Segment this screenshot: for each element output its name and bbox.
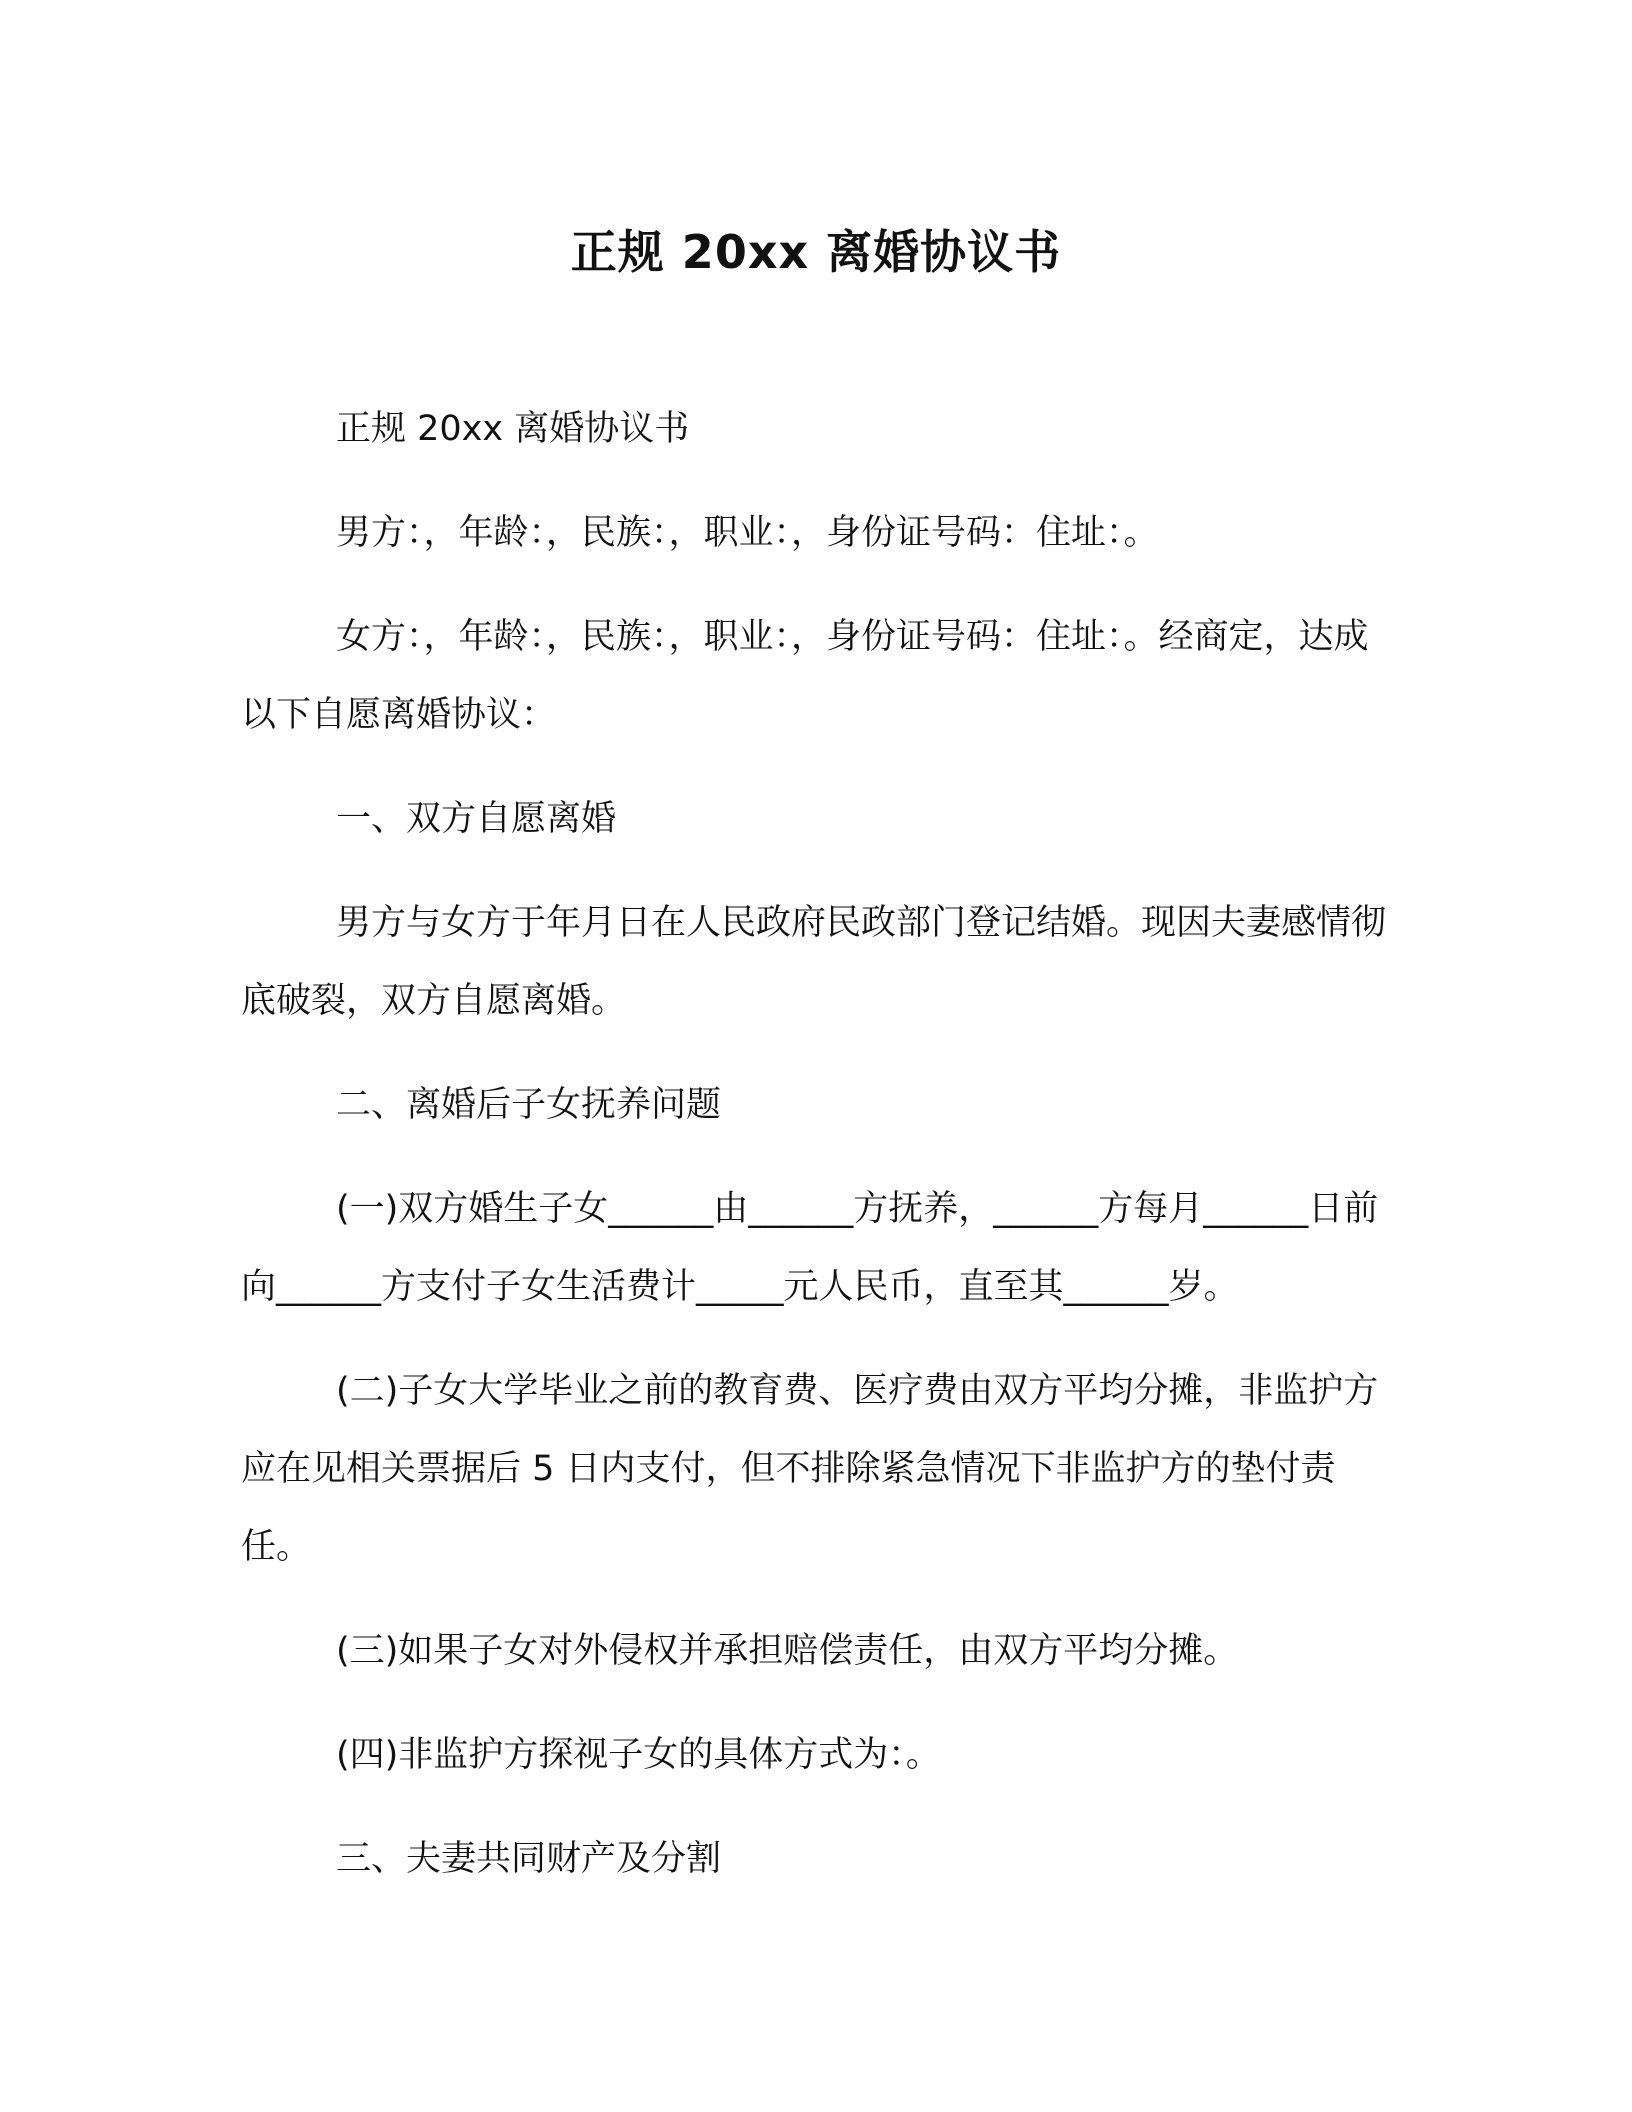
female-party-paragraph: 女方：，年龄：，民族：，职业：，身份证号码：住址：。经商定，达成以下自愿离婚协议： bbox=[241, 617, 1369, 735]
male-party-paragraph: 男方：，年龄：，民族：，职业：，身份证号码：住址：。 bbox=[336, 513, 1159, 553]
subtitle-paragraph: 正规 20xx 离婚协议书 bbox=[336, 409, 690, 449]
document-body bbox=[241, 390, 1391, 1924]
custody-clause-1: (一)双方婚生子女______由______方抚养，______方每月______日前向______方支付子女生活费计_____元人民币，直至其______岁。 bbox=[241, 1189, 1379, 1307]
section-heading-3: 三、夫妻共同财产及分割 bbox=[336, 1839, 722, 1879]
section-heading-2: 二、离婚后子女抚养问题 bbox=[336, 1085, 722, 1125]
custody-clause-4: (四)非监护方探视子女的具体方式为：。 bbox=[336, 1735, 941, 1775]
custody-clause-2: (二)子女大学毕业之前的教育费、医疗费由双方平均分摊，非监护方应在见相关票据后 5 日内支付，但不排除紧急情况下非监护方的垫付责任。 bbox=[241, 1371, 1379, 1567]
custody-clause-3: (三)如果子女对外侵权并承担赔偿责任，由双方平均分摊。 bbox=[336, 1631, 1239, 1671]
document-title: 正规 20xx 离婚协议书 bbox=[570, 225, 1062, 279]
section-heading-1: 一、双方自愿离婚 bbox=[336, 799, 617, 839]
marriage-paragraph: 男方与女方于年月日在人民政府民政部门登记结婚。现因夫妻感情彻底破裂，双方自愿离婚。 bbox=[241, 903, 1387, 1021]
